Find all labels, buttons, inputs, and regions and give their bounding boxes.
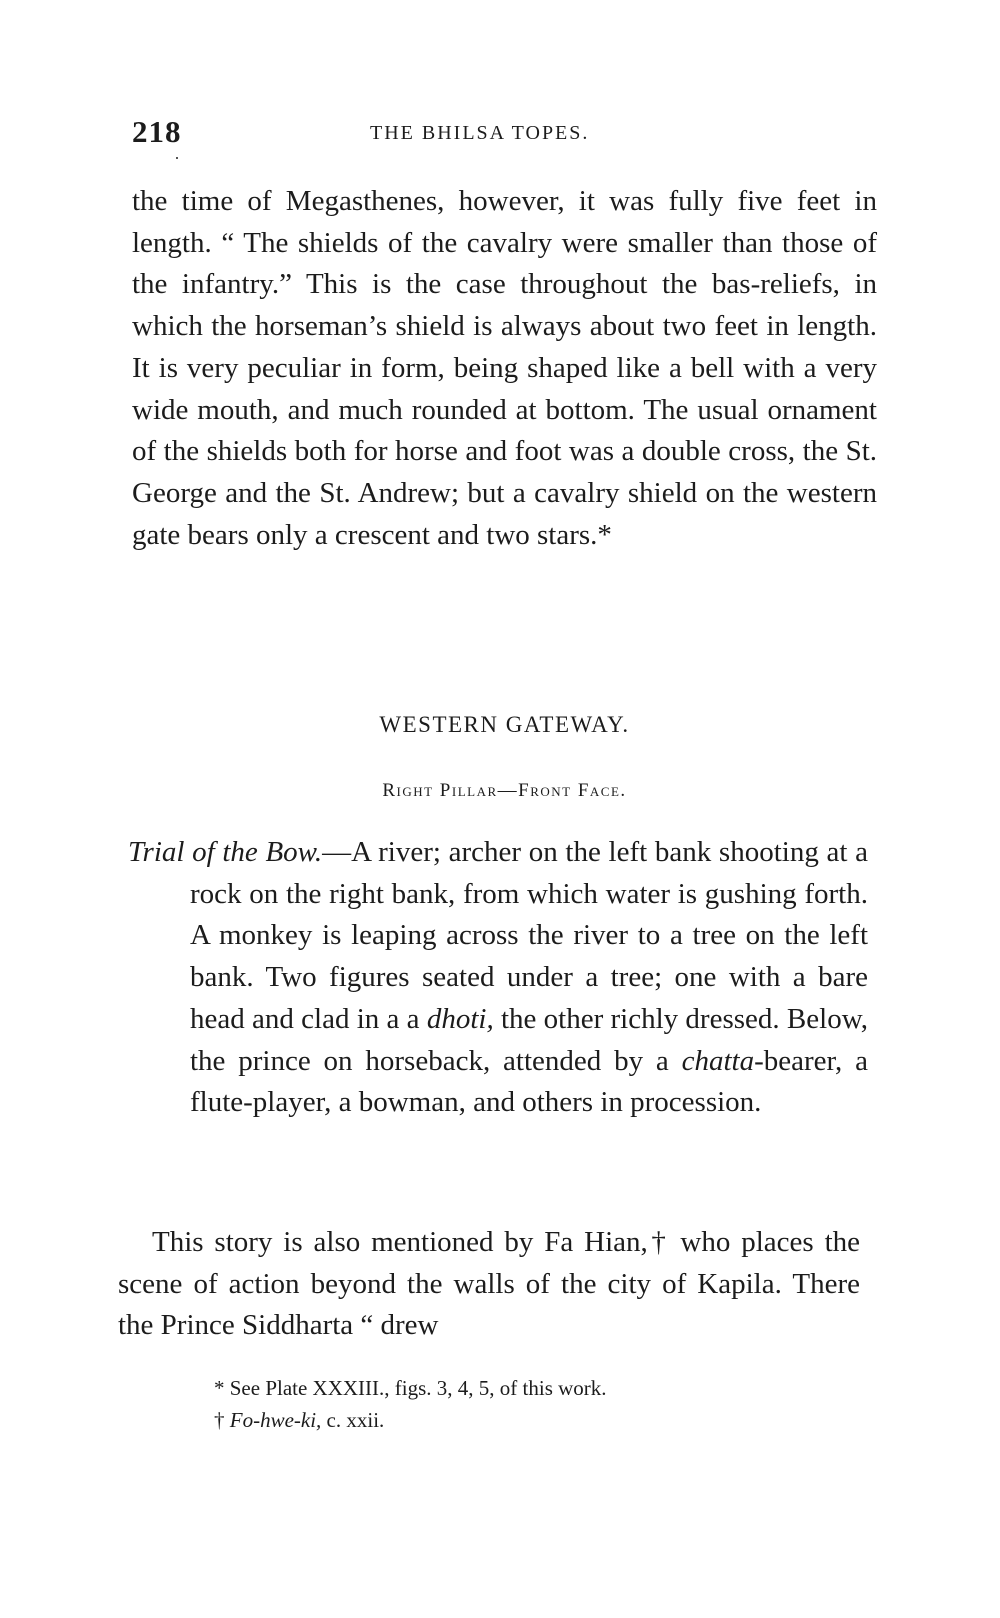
footnote-2-mark: † (214, 1408, 230, 1432)
footnotes (214, 1372, 814, 1436)
footnote-2-title: Fo-hwe-ki, (229, 1408, 322, 1432)
entry-text-part1: —A river; archer on the left bank shooting at a rock on the right bank, from which water is gushing forth. A monkey is leaping across the river to a tree on the left bank. Two figures seated under a tree; one with a bare head and clad in a a (190, 836, 868, 1035)
entry-text-part3: -bearer, a flute-player, a bowman, and others in procession. (190, 1044, 869, 1119)
footnote-2-rest: c. xxii. (321, 1408, 385, 1432)
page-number: 218 (132, 114, 182, 149)
entry-italic-chatta: chatta (681, 1044, 755, 1077)
section-heading: WESTERN GATEWAY. (379, 712, 630, 737)
entry-italic-dhoti: dhoti, (426, 1002, 494, 1035)
footnote-2 (214, 1404, 814, 1436)
entry-trial-of-the-bow (128, 832, 868, 1124)
print-speck (176, 157, 178, 159)
running-head (132, 114, 882, 154)
entry-text-part2: the other richly dressed. Below, the prince on horseback, attended by a (190, 1002, 868, 1077)
footnote-1: * See Plate XXXIII., figs. 3, 4, 5, of this work. (214, 1376, 607, 1400)
entry-title: Trial of the Bow. (128, 836, 323, 868)
running-title: THE BHILSA TOPES. (370, 122, 590, 144)
subheading: Right Pillar—Front Face. (382, 780, 627, 801)
paragraph-shields: the time of Megasthenes, however, it was fully five feet in length. “ The shields of the cavalry were smaller than those of the infantry.” This is the case throughout the bas-reliefs, in which the horseman’s shield is always about two feet in length. It is very peculiar in form, being shaped like a bell with a very wide mouth, and much rounded at bottom. The usual ornament of the shields both for horse and foot was a double cross, the St. George and the St. Andrew; but a cavalry shield on the western gate bears only a crescent and two stars.* (132, 185, 877, 551)
paragraph-fa-hian: This story is also mentioned by Fa Hian,† who places the scene of action beyond the walls of the city of Kapila. There the Prince Siddharta “ drew (118, 1226, 860, 1342)
